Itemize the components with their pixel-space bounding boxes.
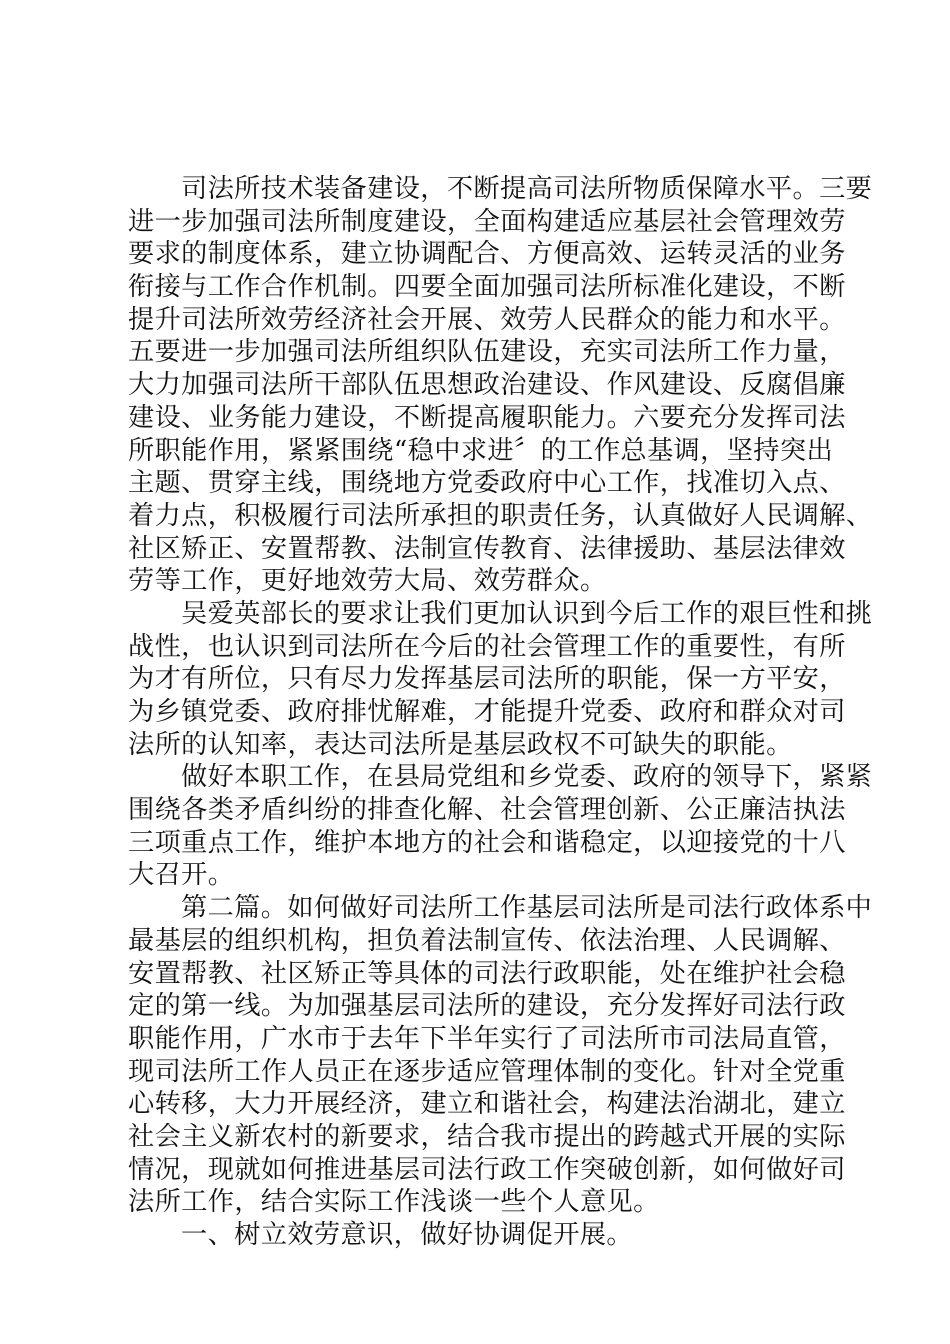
text-line: 战性，也认识到司法所在今后的社会管理工作的重要性，有所: [128, 631, 846, 662]
text-line: 一、树立效劳意识，做好协调促开展。: [181, 1220, 633, 1250]
text-line: 吴爱英部长的要求让我们更加认识到今后工作的艰巨性和挑: [181, 598, 873, 629]
text-line: 最基层的组织机构，担负着法制宣传、依法治理、人民调解、: [128, 925, 846, 956]
text-line: 心转移，大力开展经济，建立和谐社会，构建法治湖北，建立: [128, 1089, 846, 1120]
text-line: 社会主义新农村的新要求，结合我市提出的跨越式开展的实际: [128, 1121, 846, 1152]
text-line: 进一步加强司法所制度建设，全面构建适应基层社会管理效劳: [128, 206, 846, 237]
text-line: 大召开。: [128, 860, 235, 891]
text-line: 社区矫正、安置帮教、法制宣传教育、法律援助、基层法律效: [128, 533, 846, 564]
text-line: 第二篇。如何做好司法所工作基层司法所是司法行政体系中: [181, 893, 873, 924]
text-line: 法所的认知率，表达司法所是基层政权不可缺失的职能。: [128, 729, 793, 760]
text-line: 为才有所位，只有尽力发挥基层司法所的职能，保一方平安，: [128, 664, 846, 695]
text-line: 法所工作，结合实际工作浅谈一些个人意见。: [128, 1187, 660, 1218]
text-line: 主题、贯穿主线，围绕地方党委政府中心工作，找准切入点、: [128, 468, 846, 499]
document-body: [128, 173, 873, 1252]
text-line: 安置帮教、社区矫正等具体的司法行政职能，处在维护社会稳: [128, 958, 846, 989]
text-line: 司法所技术装备建设，不断提高司法所物质保障水平。三要: [181, 174, 873, 204]
text-line: 要求的制度体系，建立协调配合、方便高效、运转灵活的业务: [128, 239, 846, 270]
text-line: 定的第一线。为加强基层司法所的建设，充分发挥好司法行政: [128, 991, 846, 1022]
text-line: 职能作用，广水市于去年下半年实行了司法所市司法局直管，: [128, 1023, 846, 1054]
text-line: 为乡镇党委、政府排忧解难，才能提升党委、政府和群众对司: [128, 697, 846, 727]
text-line: 所职能作用，紧紧围绕“稳中求进〞的工作总基调，坚持突出: [128, 435, 834, 466]
text-line: 提升司法所效劳经济社会开展、效劳人民群众的能力和水平。: [128, 304, 846, 335]
text-line: 做好本职工作，在县局党组和乡党委、政府的领导下，紧紧: [181, 762, 873, 793]
text-line: 情况，现就如何推进基层司法行政工作突破创新，如何做好司: [128, 1154, 846, 1185]
text-line: 着力点，积极履行司法所承担的职责任务，认真做好人民调解、: [128, 500, 873, 531]
text-line: 五要进一步加强司法所组织队伍建设，充实司法所工作力量，: [128, 337, 846, 368]
text-line: 围绕各类矛盾纠纷的排查化解、社会管理创新、公正廉洁执法: [128, 795, 846, 826]
text-line: 大力加强司法所干部队伍思想政治建设、作风建设、反腐倡廉: [128, 370, 846, 401]
text-line: 劳等工作，更好地效劳大局、效劳群众。: [128, 566, 607, 597]
text-line: 建设、业务能力建设，不断提高履职能力。六要充分发挥司法: [128, 402, 846, 433]
text-line: 现司法所工作人员正在逐步适应管理体制的变化。针对全党重: [128, 1056, 846, 1087]
text-line: 衔接与工作合作机制。四要全面加强司法所标准化建设，不断: [128, 272, 846, 303]
text-line: 三项重点工作，维护本地方的社会和谐稳定，以迎接党的十八: [128, 827, 846, 858]
